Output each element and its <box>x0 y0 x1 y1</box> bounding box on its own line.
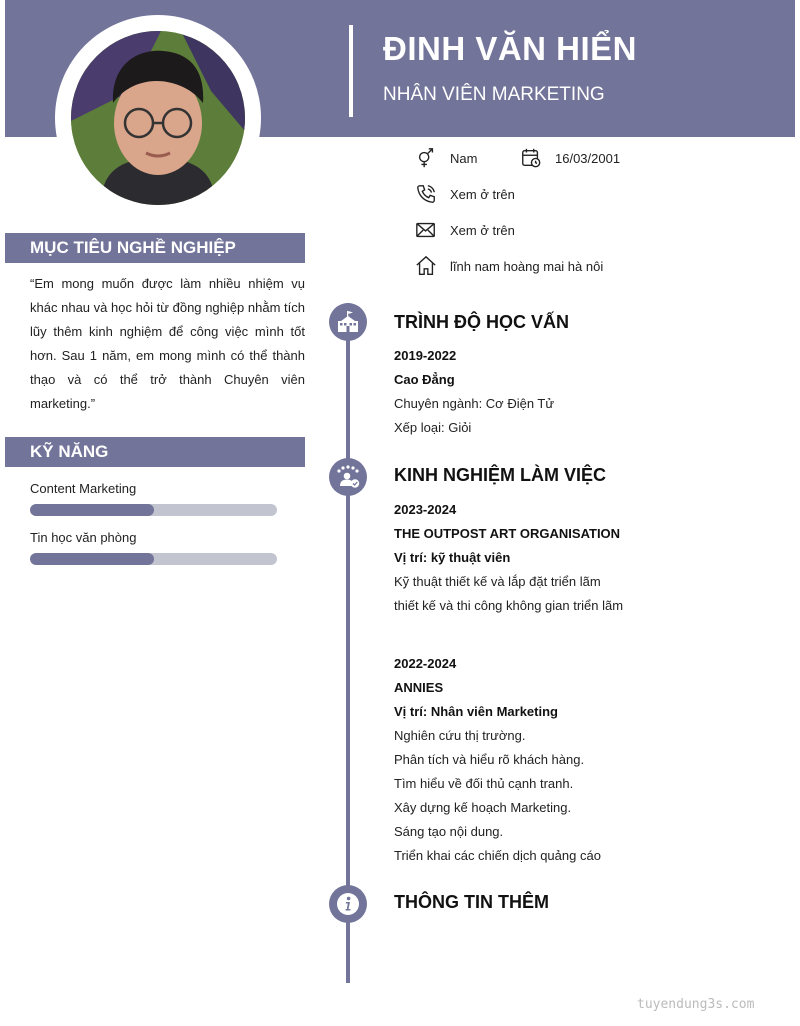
skill-label: Content Marketing <box>30 481 137 496</box>
gender-icon <box>415 147 437 169</box>
contact-gender <box>415 146 477 170</box>
job-task: Kỹ thuật thiết kế và lắp đặt triển lãm <box>394 574 601 589</box>
objective-text: “Em mong muốn được làm nhiều nhiệm vụ khác nhau và học hỏi từ đồng nghiệp nhằm tích lũy thêm kinh nghiệm để công việc mình tốt hơn. Sau 1 năm, em mong mình có thể thành thạo và có thể trở thành Chuyên viên marketing.” <box>30 276 305 411</box>
job-years: 2023-2024 <box>394 502 457 517</box>
job-task: thiết kế và thi công không gian triển lãm <box>394 598 624 613</box>
calendar-icon <box>520 147 542 169</box>
job-task: Tìm hiểu về đối thủ cạnh tranh. <box>394 776 574 791</box>
gender-value: Nam <box>450 150 478 166</box>
job-position: Vị trí: Nhân viên Marketing <box>394 704 558 719</box>
phone-icon <box>415 183 437 205</box>
contact-address <box>415 254 603 278</box>
job-position: Vị trí: kỹ thuật viên <box>394 550 511 565</box>
timeline-line <box>346 303 350 983</box>
skill-bar-fill <box>30 553 154 565</box>
email-value: Xem ở trên <box>450 222 515 238</box>
contact-email <box>415 218 515 242</box>
school-icon <box>335 309 361 335</box>
name-divider <box>349 25 353 117</box>
extra-heading: THÔNG TIN THÊM <box>394 892 549 912</box>
skills-heading: KỸ NĂNG <box>5 437 305 467</box>
objective-heading: MỤC TIÊU NGHỀ NGHIỆP <box>5 233 305 263</box>
job-task: Triển khai các chiến dịch quảng cáo <box>394 848 601 863</box>
job-task: Xây dựng kế hoạch Marketing. <box>394 800 572 815</box>
skill-label: Tin học văn phòng <box>30 530 137 545</box>
job-task: Phân tích và hiểu rõ khách hàng. <box>394 752 585 767</box>
contact-phone <box>415 182 515 206</box>
birthdate-value: 16/03/2001 <box>555 150 621 166</box>
job-years: 2022-2024 <box>394 656 457 671</box>
contact-birthdate <box>520 146 620 170</box>
experience-icon-circle <box>329 458 367 496</box>
watermark: tuyendung3s.com <box>637 997 755 1012</box>
job-company: ANNIES <box>394 680 444 695</box>
education-years: 2019-2022 <box>394 348 457 363</box>
experience-heading: KINH NGHIỆM LÀM VIỆC <box>394 465 607 485</box>
skill-bar-track <box>30 553 277 565</box>
education-grade: Xếp loại: Giỏi <box>394 420 472 435</box>
job-company: THE OUTPOST ART ORGANISATION <box>394 526 621 541</box>
home-icon <box>415 255 437 277</box>
address-value: lĩnh nam hoàng mai hà nôi <box>450 258 604 274</box>
info-icon <box>335 891 361 917</box>
job-title: NHÂN VIÊN MARKETING <box>383 84 605 105</box>
skill-bar-fill <box>30 504 154 516</box>
extra-icon-circle <box>329 885 367 923</box>
phone-value: Xem ở trên <box>450 186 515 202</box>
education-icon-circle <box>329 303 367 341</box>
skill-bar-track <box>30 504 277 516</box>
education-heading: TRÌNH ĐỘ HỌC VẤN <box>394 312 569 332</box>
job-task: Nghiên cứu thị trường. <box>394 728 526 743</box>
candidate-name: ĐINH VĂN HIỂN <box>383 30 638 67</box>
experience-icon <box>335 464 361 490</box>
mail-icon <box>415 219 437 241</box>
education-major: Chuyên ngành: Cơ Điện Tử <box>394 396 555 411</box>
avatar <box>71 31 245 205</box>
education-degree: Cao Đẳng <box>394 372 455 387</box>
job-task: Sáng tạo nội dung. <box>394 824 504 839</box>
